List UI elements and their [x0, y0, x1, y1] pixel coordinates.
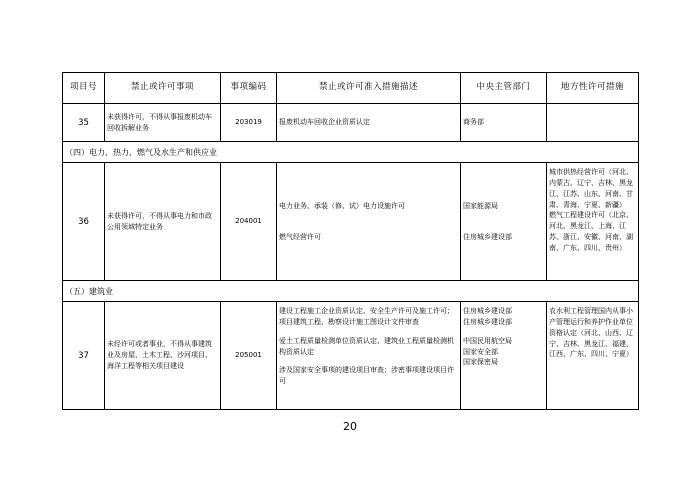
cell-item-no: 35 — [63, 104, 105, 142]
th-code: 事项编码 — [221, 73, 277, 104]
central-line: 中国民用航空局 — [463, 336, 512, 345]
central-line: 商务部 — [463, 118, 484, 127]
th-matter: 禁止或许可事项 — [105, 73, 221, 104]
central-line: 住房城乡建设部 — [463, 232, 512, 241]
cell-code: 205001 — [221, 302, 277, 410]
cell-item-no: 37 — [63, 302, 105, 410]
local-line: 城市供热经营许可（河北、内蒙古、辽宁、吉林、黑龙江、江苏、山东、河南、甘肃、青海、宁夏、新疆） — [549, 168, 633, 209]
central-line: 国家保密局 — [463, 358, 498, 367]
restriction-table — [62, 72, 639, 410]
table-body — [63, 104, 639, 410]
cell-code: 203019 — [221, 104, 277, 142]
cell-item-no: 36 — [63, 163, 105, 281]
measure-line: 爱土工程质量检测单位资质认定、建筑业工程质量检测机构资质认定 — [279, 336, 454, 356]
cell-matter: 未经许可或者事业，不得从事建筑业及房屋、土木工程、沙河项目、海洋工程等相关项目建设 — [105, 302, 221, 410]
table-sheet — [62, 72, 638, 410]
table-header-row — [63, 73, 639, 104]
th-measure-desc: 禁止或许可准入措施描述 — [277, 73, 461, 104]
measure-line: 电力业务、承装（修、试）电力设施许可 — [279, 201, 405, 210]
spacer — [463, 328, 544, 336]
central-line: 国家安全部 — [463, 347, 498, 356]
th-central-authority: 中央主管部门 — [461, 73, 547, 104]
measure-line: 燃气经营许可 — [279, 232, 321, 241]
cell-code: 204001 — [221, 163, 277, 281]
cell-central — [461, 302, 547, 410]
measure-line: 报废机动车回收企业资质认定 — [279, 118, 370, 127]
table-row — [63, 302, 639, 410]
cell-measures — [277, 163, 461, 281]
central-line: 住房城乡建设部 — [463, 317, 512, 326]
spacer — [279, 328, 458, 336]
central-line: 国家能源局 — [463, 201, 498, 210]
table-row — [63, 163, 639, 281]
cell-central — [461, 163, 547, 281]
table-row — [63, 104, 639, 142]
cell-local — [547, 104, 639, 142]
table-section-row — [63, 142, 639, 163]
central-line: 住房城乡建设部 — [463, 307, 512, 315]
page-number: 20 — [343, 420, 357, 433]
cell-measures — [277, 302, 461, 410]
section-title: （四）电力、热力、燃气及水生产和供应业 — [63, 142, 639, 163]
section-title: （五）建筑业 — [63, 281, 639, 302]
cell-local — [547, 163, 639, 281]
table-section-row — [63, 281, 639, 302]
local-line: 燃气工程建设许可（北京、河北、黑龙江、上海、江苏、浙江、安徽、河南、湖南、广东、四川、贵州） — [549, 211, 633, 252]
spacer — [279, 357, 458, 365]
cell-measures — [277, 104, 461, 142]
cell-matter: 未获得许可，不得从事电力和市政公用领域特定业务 — [105, 163, 221, 281]
cell-local — [547, 302, 639, 410]
spacer — [463, 212, 544, 232]
measure-line: 建设工程施工企业资质认定、安全生产许可及施工许可；项目建筑工程、勘察设计施工图设计文件审查 — [279, 307, 454, 326]
measure-line: 涉及国家安全事项的建设项目审查；涉密事项建设项目许可 — [279, 366, 454, 386]
cell-matter: 未获得许可，不得从事报废机动车回收拆解业务 — [105, 104, 221, 142]
table-head — [63, 73, 639, 104]
local-line: 农水利工程管理国内从事小产管理运行和养护作业单位资格认定（河北、山西、辽宁、吉林、黑龙江、福建、江西、广东、四川、宁夏） — [549, 307, 633, 359]
th-local-measure: 地方性许可措施 — [547, 73, 639, 104]
th-item-no: 项目号 — [63, 73, 105, 104]
cell-central — [461, 104, 547, 142]
spacer — [279, 212, 458, 232]
